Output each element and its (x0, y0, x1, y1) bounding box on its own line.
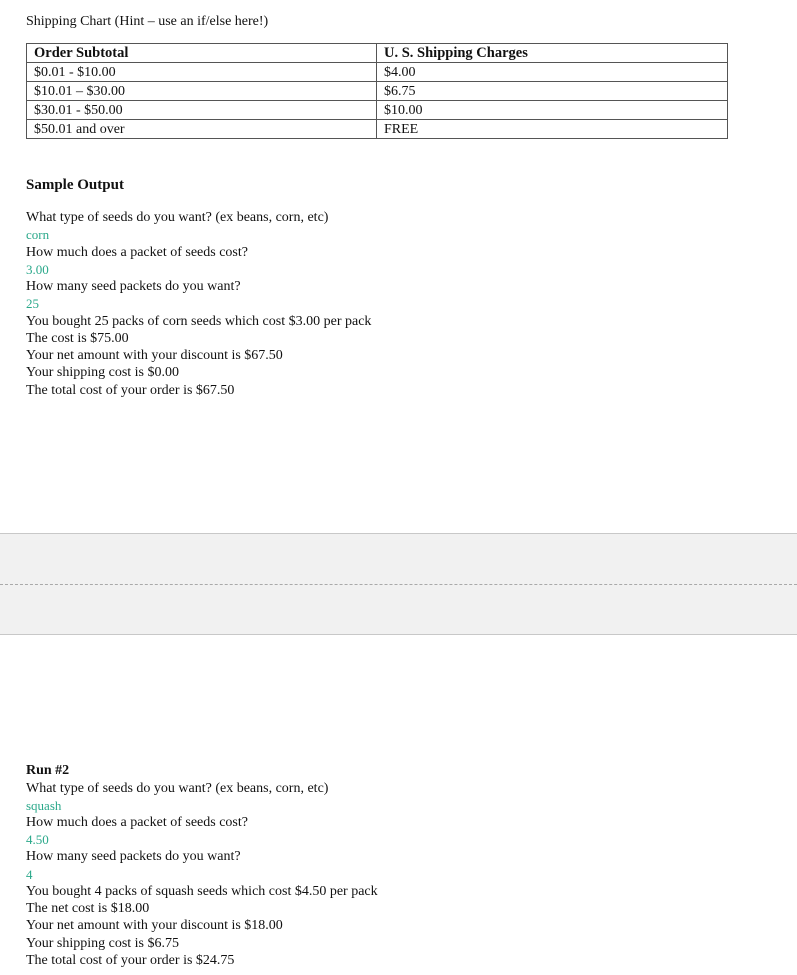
output-shipping: Your shipping cost is $6.75 (26, 936, 179, 951)
table-cell: FREE (377, 120, 728, 139)
table-cell: $10.00 (377, 101, 728, 120)
output-bought: You bought 25 packs of corn seeds which cost $3.00 per pack (26, 314, 372, 329)
input-packet-cost: 4.50 (26, 832, 49, 847)
output-total: The total cost of your order is $67.50 (26, 383, 235, 398)
table-cell: $0.01 - $10.00 (27, 63, 377, 82)
shipping-table (26, 43, 728, 139)
output-total: The total cost of your order is $24.75 (26, 953, 235, 968)
table-header: Order Subtotal (27, 44, 377, 63)
table-cell: $6.75 (377, 82, 728, 101)
table-cell: $30.01 - $50.00 (27, 101, 377, 120)
run2-heading: Run #2 (26, 763, 70, 778)
table-row (27, 120, 728, 139)
table-row (27, 82, 728, 101)
table-row (27, 101, 728, 120)
input-packet-cost: 3.00 (26, 262, 49, 277)
table-row (27, 63, 728, 82)
table-header: U. S. Shipping Charges (377, 44, 728, 63)
page-break-gap (0, 533, 797, 635)
prompt-packet-cost: How much does a packet of seeds cost? (26, 815, 248, 830)
prompt-seed-type: What type of seeds do you want? (ex beans, corn, etc) (26, 210, 329, 225)
sample-output-heading: Sample Output (26, 177, 124, 193)
output-cost: The net cost is $18.00 (26, 901, 150, 916)
output-net-amount: Your net amount with your discount is $18.00 (26, 918, 283, 933)
input-packet-count: 25 (26, 296, 39, 311)
table-cell: $50.01 and over (27, 120, 377, 139)
shipping-chart-title: Shipping Chart (Hint – use an if/else here!) (26, 14, 269, 29)
prompt-seed-type: What type of seeds do you want? (ex beans, corn, etc) (26, 781, 329, 796)
prompt-packet-cost: How much does a packet of seeds cost? (26, 245, 248, 260)
output-bought: You bought 4 packs of squash seeds which cost $4.50 per pack (26, 884, 378, 899)
output-net-amount: Your net amount with your discount is $67.50 (26, 348, 283, 363)
page-break-line (0, 584, 797, 585)
output-cost: The cost is $75.00 (26, 331, 129, 346)
document-page-2 (0, 635, 797, 975)
table-header-row (27, 44, 728, 63)
input-seed-type: corn (26, 227, 50, 242)
table-cell: $10.01 – $30.00 (27, 82, 377, 101)
output-shipping: Your shipping cost is $0.00 (26, 365, 179, 380)
input-packet-count: 4 (26, 867, 33, 882)
prompt-packet-count: How many seed packets do you want? (26, 849, 241, 864)
input-seed-type: squash (26, 798, 62, 813)
prompt-packet-count: How many seed packets do you want? (26, 279, 241, 294)
table-cell: $4.00 (377, 63, 728, 82)
